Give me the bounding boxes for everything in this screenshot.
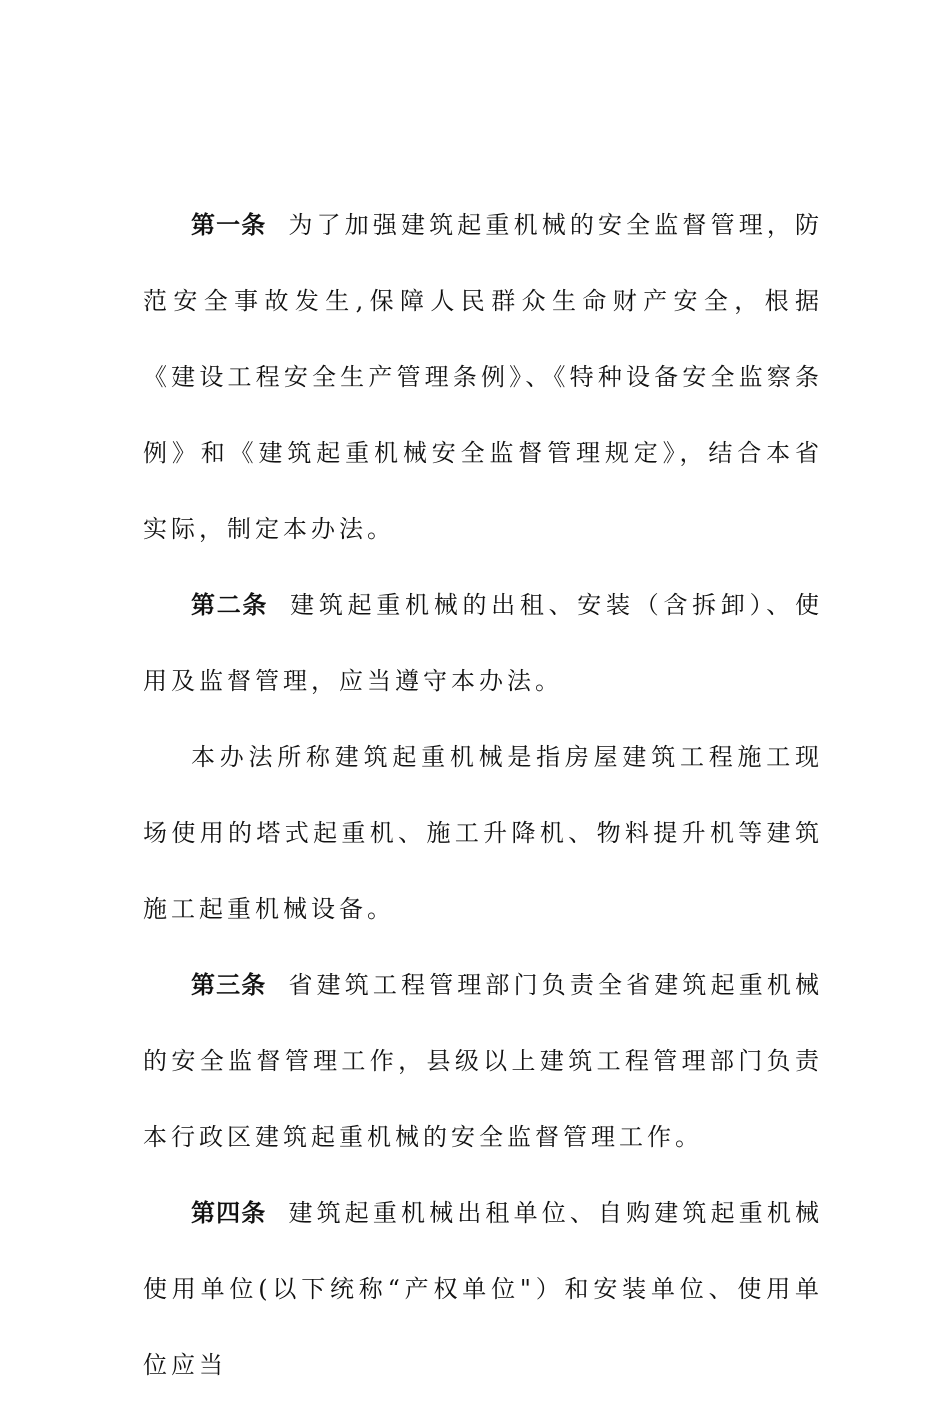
- article-text: 建筑起重机械的出租、安装（含拆卸）、使用及监督管理，应当遵守本办法。: [143, 591, 824, 695]
- article-heading: 第四条: [191, 1199, 267, 1227]
- article-4: [143, 1175, 823, 1403]
- article-1: [143, 187, 823, 567]
- paragraph-text: 本办法所称建筑起重机械是指房屋建筑工程施工现场使用的塔式起重机、施工升降机、物料提升机等建筑施工起重机械设备。: [143, 743, 823, 923]
- article-heading: 第一条: [191, 211, 267, 239]
- article-text: 建筑起重机械出租单位、自购建筑起重机械使用单位(以下统称“产权单位"）和安装单位、使用单位应当: [143, 1199, 824, 1379]
- document-body: [143, 187, 823, 1403]
- article-3: [143, 947, 823, 1175]
- article-2-definition: [143, 719, 823, 947]
- article-heading: 第三条: [191, 971, 267, 999]
- article-text: 省建筑工程管理部门负责全省建筑起重机械的安全监督管理工作，县级以上建筑工程管理部门负责本行政区建筑起重机械的安全监督管理工作。: [143, 971, 824, 1151]
- article-2: [143, 567, 823, 719]
- article-heading: 第二条: [191, 591, 269, 619]
- article-text: 为了加强建筑起重机械的安全监督管理，防范安全事故发生,保障人民群众生命财产安全，根据《建设工程安全生产管理条例》、《特种设备安全监察条例》和《建筑起重机械安全监督管理规定》，结合本省实际，制定本办法。: [143, 211, 824, 543]
